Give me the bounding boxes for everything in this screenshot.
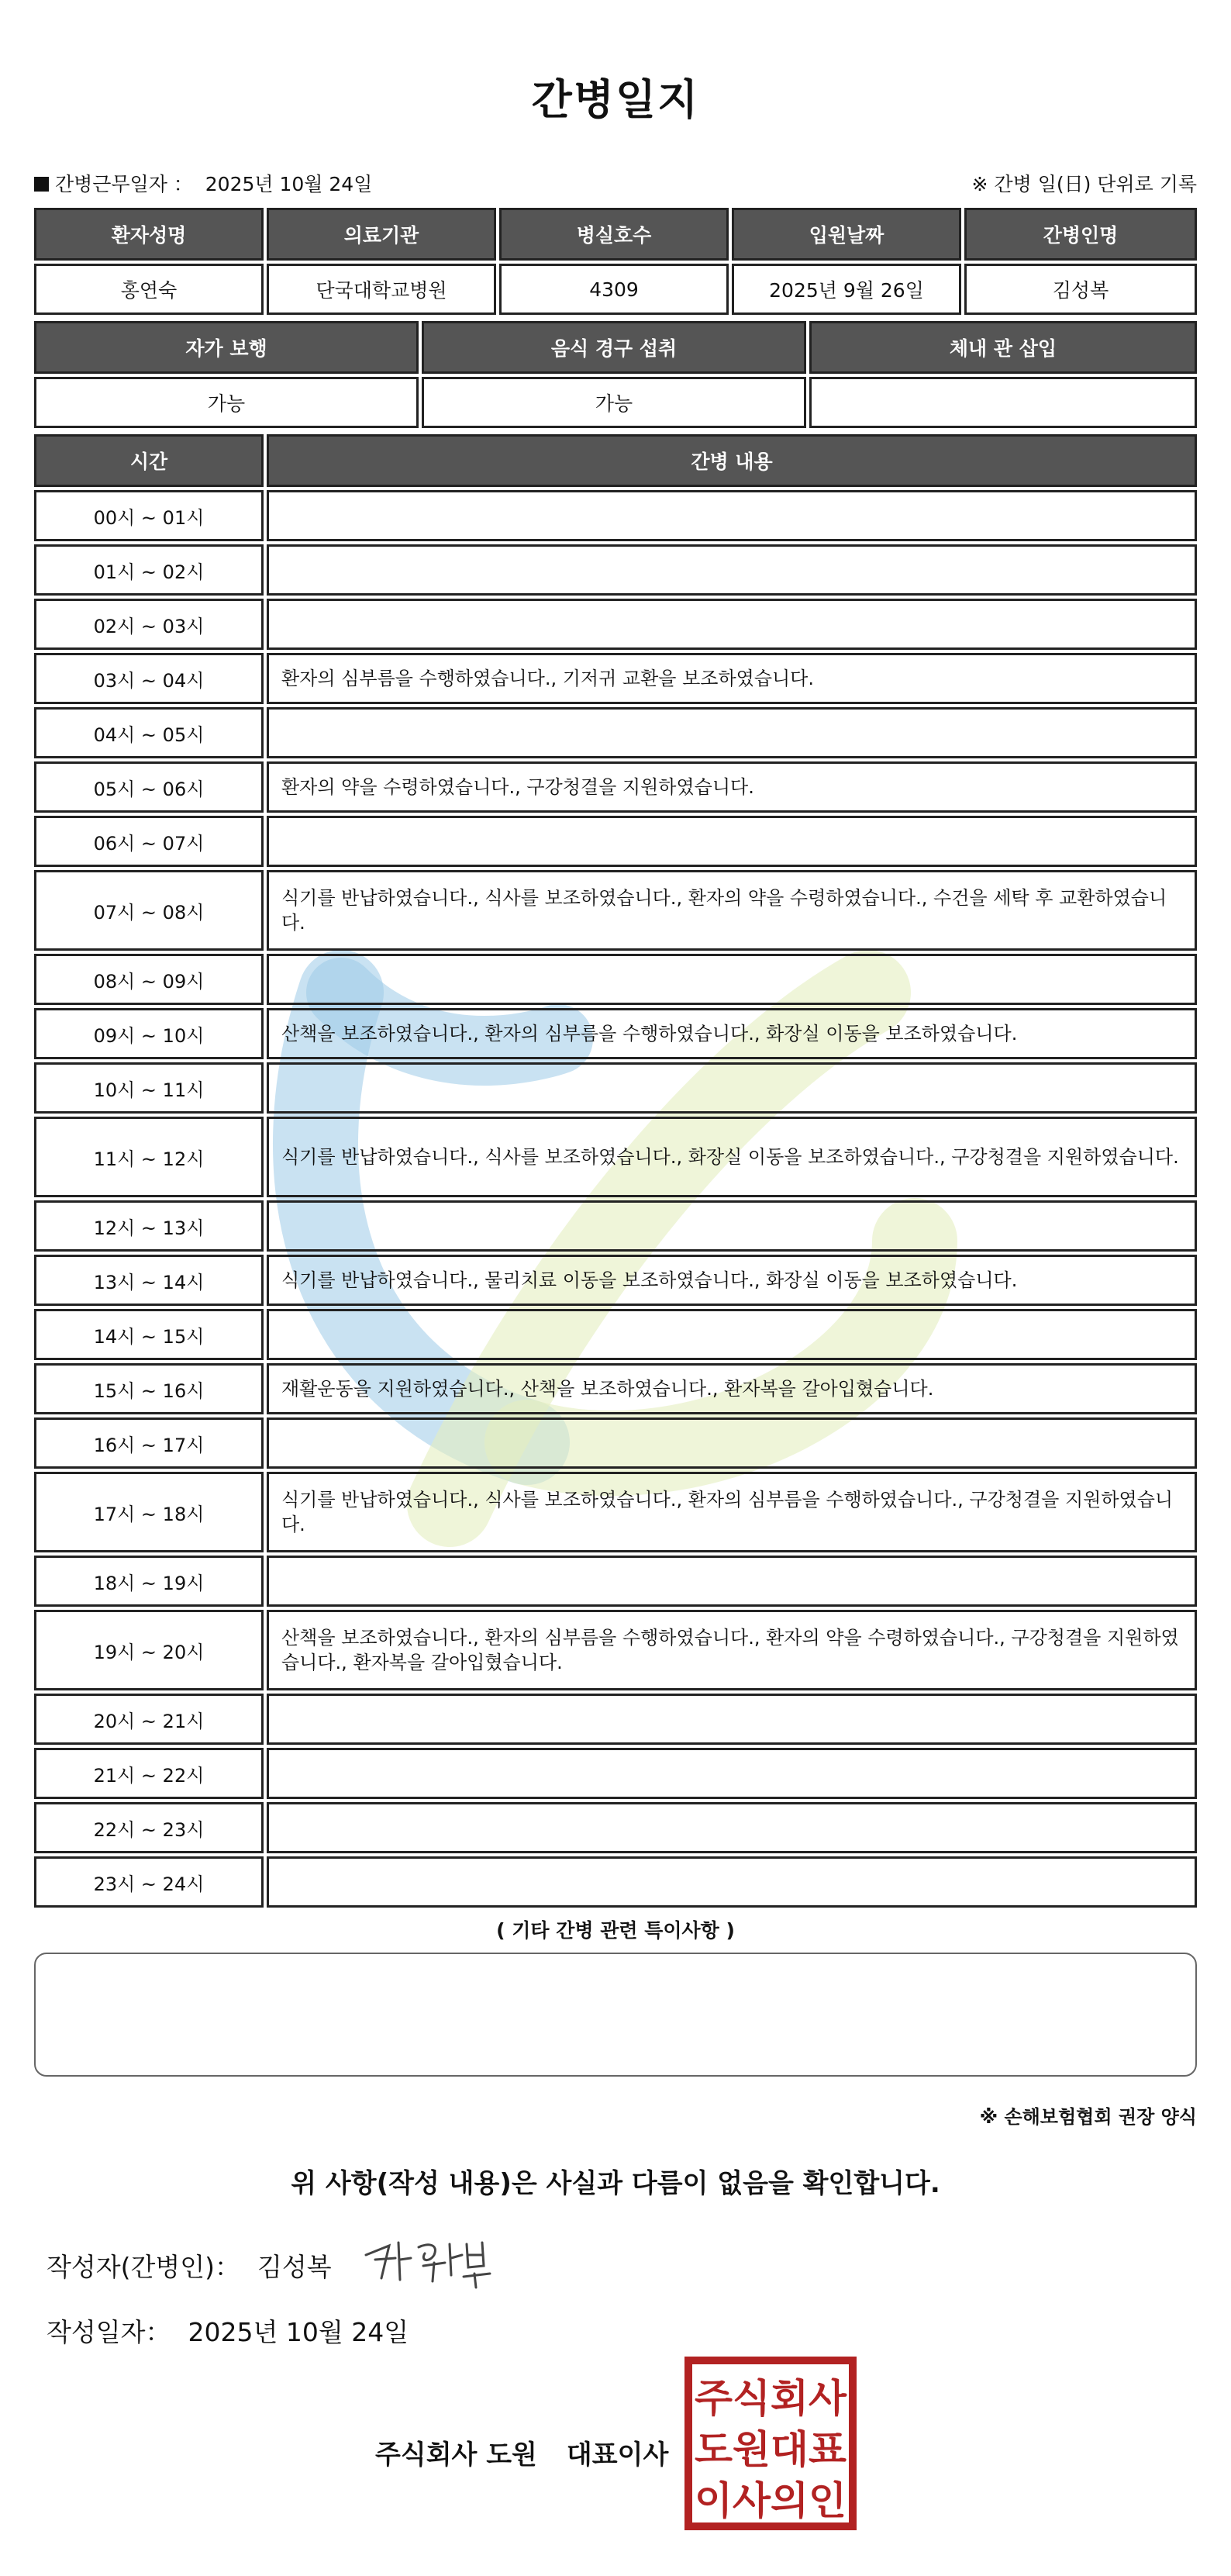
patient-info-header-row [34, 208, 1197, 261]
value-tube-insertion [809, 377, 1197, 428]
work-date-label: 간병근무일자 ： [55, 173, 193, 195]
care-log-row [34, 544, 1197, 596]
care-log-time: 06시 ~ 07시 [34, 816, 264, 867]
care-log-row [34, 761, 1197, 813]
care-log-time: 17시 ~ 18시 [34, 1472, 264, 1552]
written-date-label: 작성일자： [47, 2317, 171, 2347]
header-time: 시간 [34, 434, 264, 487]
care-log-content [267, 1856, 1197, 1908]
value-oral-intake: 가능 [422, 377, 806, 428]
company-signature-line [375, 2433, 668, 2471]
care-log-row [34, 1363, 1197, 1414]
care-log-time: 20시 ~ 21시 [34, 1694, 264, 1745]
seal-text-line: 주식회사 [695, 2376, 847, 2421]
care-log-content [267, 1556, 1197, 1607]
care-log-row [34, 1610, 1197, 1690]
care-log-content [267, 816, 1197, 867]
care-log-time: 07시 ~ 08시 [34, 870, 264, 951]
header-care-content: 간병 내용 [267, 434, 1197, 487]
care-log-content: 식기를 반납하였습니다., 식사를 보조하였습니다., 환자의 약을 수령하였습니다., 수건을 세탁 후 교환하였습니다. [267, 870, 1197, 951]
value-patient-name: 홍연숙 [34, 264, 264, 315]
header-caregiver-name: 간병인명 [964, 208, 1197, 261]
care-log-row [34, 1008, 1197, 1059]
care-log-time: 18시 ~ 19시 [34, 1556, 264, 1607]
care-log-content [267, 599, 1197, 650]
care-log-time: 03시 ~ 04시 [34, 653, 264, 704]
header-self-walking: 자가 보행 [34, 321, 419, 374]
header-tube-insertion: 체내 관 삽입 [809, 321, 1197, 374]
header-admission-date: 입원날짜 [732, 208, 961, 261]
header-room-number: 병실호수 [499, 208, 729, 261]
recommended-form-note: ※ 손해보험협회 권장 양식 [979, 2106, 1197, 2128]
care-log-time: 08시 ~ 09시 [34, 954, 264, 1005]
care-log-time: 02시 ~ 03시 [34, 599, 264, 650]
writer-label: 작성자(간병인)： [47, 2252, 241, 2282]
care-log-row [34, 1802, 1197, 1853]
care-log-row [34, 1062, 1197, 1114]
care-log-content: 식기를 반납하였습니다., 식사를 보조하였습니다., 환자의 심부름을 수행하였습니다., 구강청결을 지원하였습니다. [267, 1472, 1197, 1552]
care-log-row [34, 1856, 1197, 1908]
care-log-row [34, 1309, 1197, 1360]
value-room-number: 4309 [499, 264, 729, 315]
care-log-time: 22시 ~ 23시 [34, 1802, 264, 1853]
care-log-time: 01시 ~ 02시 [34, 544, 264, 596]
care-log-time: 05시 ~ 06시 [34, 761, 264, 813]
care-log-time: 09시 ~ 10시 [34, 1008, 264, 1059]
care-log-row [34, 653, 1197, 704]
care-log-content [267, 1309, 1197, 1360]
patient-status-header-row [34, 321, 1197, 374]
written-date-line [47, 2312, 409, 2349]
unit-note: ※ 간병 일(日) 단위로 기록 [971, 173, 1197, 195]
care-log-content [267, 954, 1197, 1005]
special-notes-title: ( 기타 간병 관련 특이사항 ) [496, 1919, 735, 1942]
company-seal-icon [684, 2356, 857, 2531]
care-log-content [267, 1200, 1197, 1252]
care-log-content: 산책을 보조하였습니다., 환자의 심부름을 수행하였습니다., 환자의 약을 수령하였습니다., 구강청결을 지원하였습니다., 환자복을 갈아입혔습니다. [267, 1610, 1197, 1690]
care-log-row [34, 954, 1197, 1005]
care-log-row [34, 707, 1197, 758]
work-date [34, 169, 372, 197]
header-oral-intake: 음식 경구 섭취 [422, 321, 806, 374]
value-self-walking: 가능 [34, 377, 419, 428]
value-admission-date: 2025년 9월 26일 [732, 264, 961, 315]
company-representative-title: 대표이사 [566, 2440, 669, 2471]
patient-info-value-row [34, 264, 1197, 315]
confirmation-statement: 위 사항(작성 내용)은 사실과 다름이 없음을 확인합니다. [291, 2168, 940, 2199]
care-log-content [267, 490, 1197, 541]
care-log-time: 15시 ~ 16시 [34, 1363, 264, 1414]
special-notes-box [34, 1953, 1197, 2077]
care-log-row [34, 490, 1197, 541]
care-log-time: 12시 ~ 13시 [34, 1200, 264, 1252]
care-log-row [34, 1556, 1197, 1607]
care-log-content: 산책을 보조하였습니다., 환자의 심부름을 수행하였습니다., 화장실 이동을 보조하였습니다. [267, 1008, 1197, 1059]
care-log-content: 식기를 반납하였습니다., 식사를 보조하였습니다., 화장실 이동을 보조하였습니다., 구강청결을 지원하였습니다. [267, 1117, 1197, 1197]
care-log-content [267, 1062, 1197, 1114]
care-log-row [34, 1417, 1197, 1469]
care-log-content: 재활운동을 지원하였습니다., 산책을 보조하였습니다., 환자복을 갈아입혔습니다. [267, 1363, 1197, 1414]
care-log-time: 23시 ~ 24시 [34, 1856, 264, 1908]
company-name: 주식회사 도원 [375, 2440, 537, 2471]
care-log-content: 식기를 반납하였습니다., 물리치료 이동을 보조하였습니다., 화장실 이동을 보조하였습니다. [267, 1255, 1197, 1306]
care-log-time: 04시 ~ 05시 [34, 707, 264, 758]
care-log-row [34, 599, 1197, 650]
care-log-row [34, 816, 1197, 867]
care-log-content: 환자의 심부름을 수행하였습니다., 기저귀 교환을 보조하였습니다. [267, 653, 1197, 704]
written-date-value: 2025년 10월 24일 [188, 2317, 409, 2347]
care-log-content [267, 1748, 1197, 1799]
care-log-row [34, 1748, 1197, 1799]
patient-status-value-row [34, 377, 1197, 428]
care-log-content [267, 544, 1197, 596]
care-log-content [267, 1417, 1197, 1469]
value-caregiver-name: 김성복 [964, 264, 1197, 315]
work-date-value: 2025년 10월 24일 [205, 173, 373, 195]
care-log-content: 환자의 약을 수령하였습니다., 구강청결을 지원하였습니다. [267, 761, 1197, 813]
care-log-time: 00시 ~ 01시 [34, 490, 264, 541]
care-log-time: 14시 ~ 15시 [34, 1309, 264, 1360]
care-log-content [267, 1802, 1197, 1853]
square-bullet-icon [34, 177, 49, 192]
header-hospital: 의료기관 [267, 208, 496, 261]
care-log-row [34, 1694, 1197, 1745]
care-log-content [267, 707, 1197, 758]
care-log-content [267, 1694, 1197, 1745]
value-hospital: 단국대학교병원 [267, 264, 496, 315]
care-log-row [34, 1200, 1197, 1252]
care-log-time: 11시 ~ 12시 [34, 1117, 264, 1197]
care-log-time: 19시 ~ 20시 [34, 1610, 264, 1690]
care-log-row [34, 870, 1197, 951]
care-log-row [34, 1472, 1197, 1552]
care-log-row [34, 1255, 1197, 1306]
handwritten-signature-icon [358, 2232, 498, 2294]
care-log-row [34, 1117, 1197, 1197]
document-title: 간병일지 [531, 75, 700, 124]
care-log-time: 16시 ~ 17시 [34, 1417, 264, 1469]
writer-name: 김성복 [257, 2252, 332, 2282]
writer-line [47, 2247, 332, 2284]
care-log-time: 13시 ~ 14시 [34, 1255, 264, 1306]
care-log-time: 10시 ~ 11시 [34, 1062, 264, 1114]
care-log-time: 21시 ~ 22시 [34, 1748, 264, 1799]
header-patient-name: 환자성명 [34, 208, 264, 261]
seal-text-line: 이사의인 [695, 2478, 847, 2523]
care-log-header-row [34, 434, 1197, 487]
seal-text-line: 도원대표 [695, 2427, 847, 2472]
